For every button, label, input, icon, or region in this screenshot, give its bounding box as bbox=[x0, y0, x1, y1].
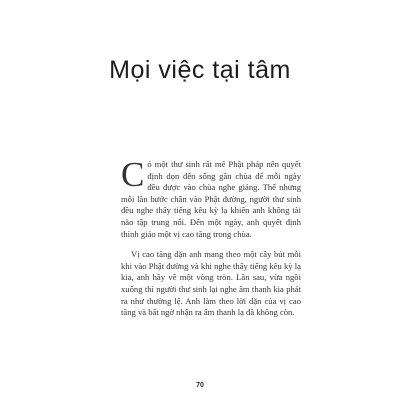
body-text bbox=[121, 155, 301, 319]
drop-cap: C bbox=[121, 155, 145, 194]
paragraph-1-text: ó một thư sinh rất mê Phật pháp nên quyết định dọn đến sống gần chùa để mỗi ngày đều được vào chùa nghe giảng. Thế nhưng mỗi lần bước chân vào Phật đường, người thư sinh đều nghe thấy tiếng kêu kỳ lạ khiến anh không tài nào tập trung nổi. Đến một ngày, anh quyết định thỉnh giáo một vị cao tăng trong chùa. bbox=[121, 159, 301, 239]
paragraph-2: Vị cao tăng dặn anh mang theo một cây bút mỗi khi vào Phật đường và khi nghe thấy tiếng kêu kỳ lạ kia, anh hãy vẽ một vòng tròn. Lần sau, vừa ngồi xuống thì người thư sinh lại nghe âm thanh kia phát ra như thường lệ. Anh làm theo lời dặn của vị cao tăng và bất ngờ nhận ra âm thanh lạ đã không còn. bbox=[121, 249, 301, 318]
chapter-title: Mọi việc tại tâm bbox=[109, 56, 291, 84]
paragraph-1 bbox=[121, 155, 301, 240]
page-number: 70 bbox=[196, 382, 204, 389]
